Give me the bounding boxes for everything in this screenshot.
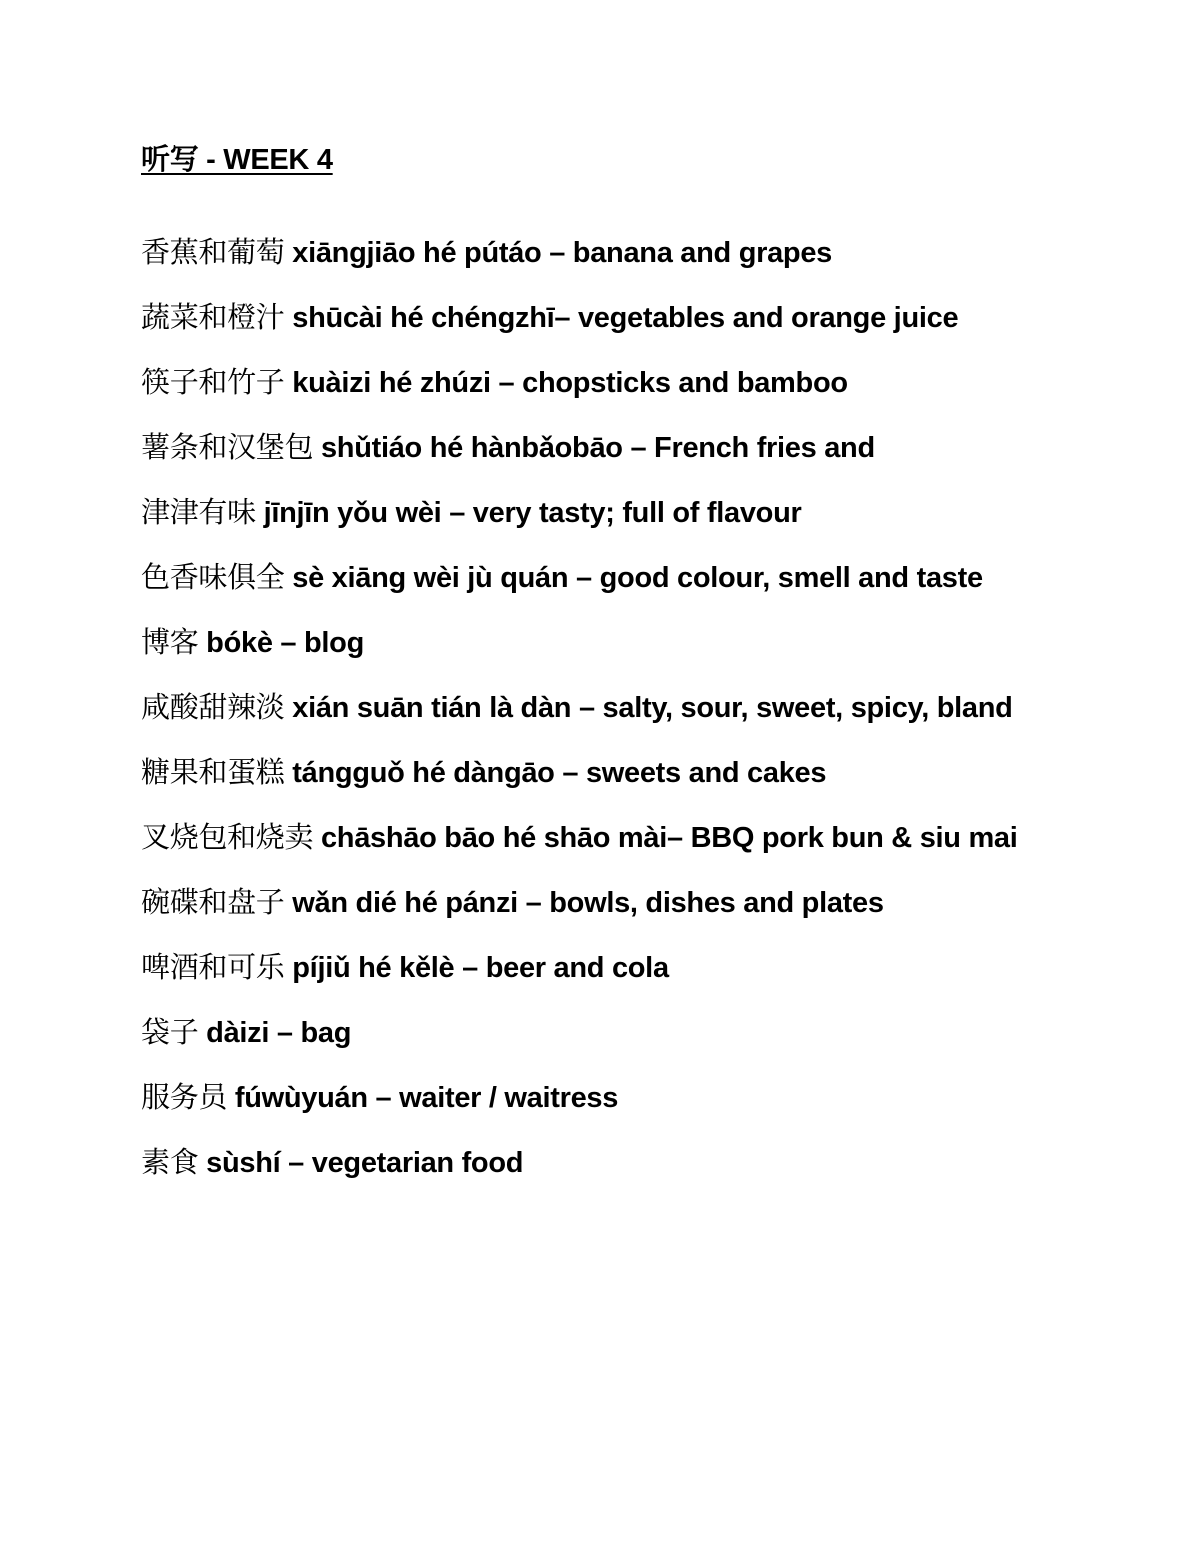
entry-text: tángguǒ hé dàngāo – sweets and cakes xyxy=(284,757,827,789)
entry-text: jīnjīn yǒu wèi – very tasty; full of flavour xyxy=(255,497,802,529)
entry-hanzi: 香蕉和葡萄 xyxy=(141,237,285,269)
vocab-entry xyxy=(141,753,1051,793)
entry-text: bókè – blog xyxy=(198,627,364,659)
entry-hanzi: 博客 xyxy=(141,627,199,659)
vocab-entry xyxy=(141,1013,1051,1053)
vocab-entry xyxy=(141,818,1051,858)
entry-text: dàizi – bag xyxy=(198,1017,352,1049)
entry-hanzi: 蔬菜和橙汁 xyxy=(141,302,285,334)
entry-text: shūcài hé chéngzhī– vegetables and orange juice xyxy=(284,302,959,334)
entry-text: xiāngjiāo hé pútáo – banana and grapes xyxy=(284,237,833,269)
vocab-entry xyxy=(141,298,1051,338)
entry-text: sùshí – vegetarian food xyxy=(198,1147,524,1179)
document-title: 听写 - WEEK 4 xyxy=(141,144,333,176)
entry-hanzi: 碗碟和盘子 xyxy=(141,887,285,919)
entry-text: kuàizi hé zhúzi – chopsticks and bamboo xyxy=(284,367,848,399)
entry-text: wǎn dié hé pánzi – bowls, dishes and plates xyxy=(284,887,884,919)
entry-hanzi: 袋子 xyxy=(141,1017,199,1049)
vocab-entry xyxy=(141,558,1051,598)
entry-hanzi: 糖果和蛋糕 xyxy=(141,757,285,789)
entry-hanzi: 服务员 xyxy=(141,1082,228,1114)
entry-text: xián suān tián là dàn – salty, sour, sweet, spicy, bland xyxy=(284,692,1013,724)
entry-hanzi: 筷子和竹子 xyxy=(141,367,285,399)
vocab-entry xyxy=(141,363,1051,403)
entry-hanzi: 咸酸甜辣淡 xyxy=(141,692,285,724)
entry-text: shǔtiáo hé hànbǎobāo – French fries and xyxy=(313,432,875,464)
entry-hanzi: 叉烧包和烧卖 xyxy=(141,822,314,854)
entry-text: sè xiāng wèi jù quán – good colour, smell and taste xyxy=(284,562,983,594)
vocab-entry xyxy=(141,948,1051,988)
entry-text: píjiǔ hé kělè – beer and cola xyxy=(284,952,669,984)
vocab-entry xyxy=(141,428,1051,468)
document-page xyxy=(141,142,1051,1208)
vocab-entry xyxy=(141,883,1051,923)
entry-hanzi: 啤酒和可乐 xyxy=(141,952,285,984)
vocab-entry xyxy=(141,493,1051,533)
entry-text: fúwùyuán – waiter / waitress xyxy=(227,1082,619,1114)
vocab-entry xyxy=(141,1143,1051,1183)
vocab-entry xyxy=(141,1078,1051,1118)
entry-text: chāshāo bāo hé shāo mài– BBQ pork bun & siu mai xyxy=(313,822,1018,854)
vocab-entry xyxy=(141,688,1051,728)
vocab-entry xyxy=(141,623,1051,663)
entry-hanzi: 色香味俱全 xyxy=(141,562,285,594)
entry-hanzi: 津津有味 xyxy=(141,497,256,529)
entry-hanzi: 素食 xyxy=(141,1147,199,1179)
entry-hanzi: 薯条和汉堡包 xyxy=(141,432,314,464)
vocab-entry xyxy=(141,233,1051,273)
